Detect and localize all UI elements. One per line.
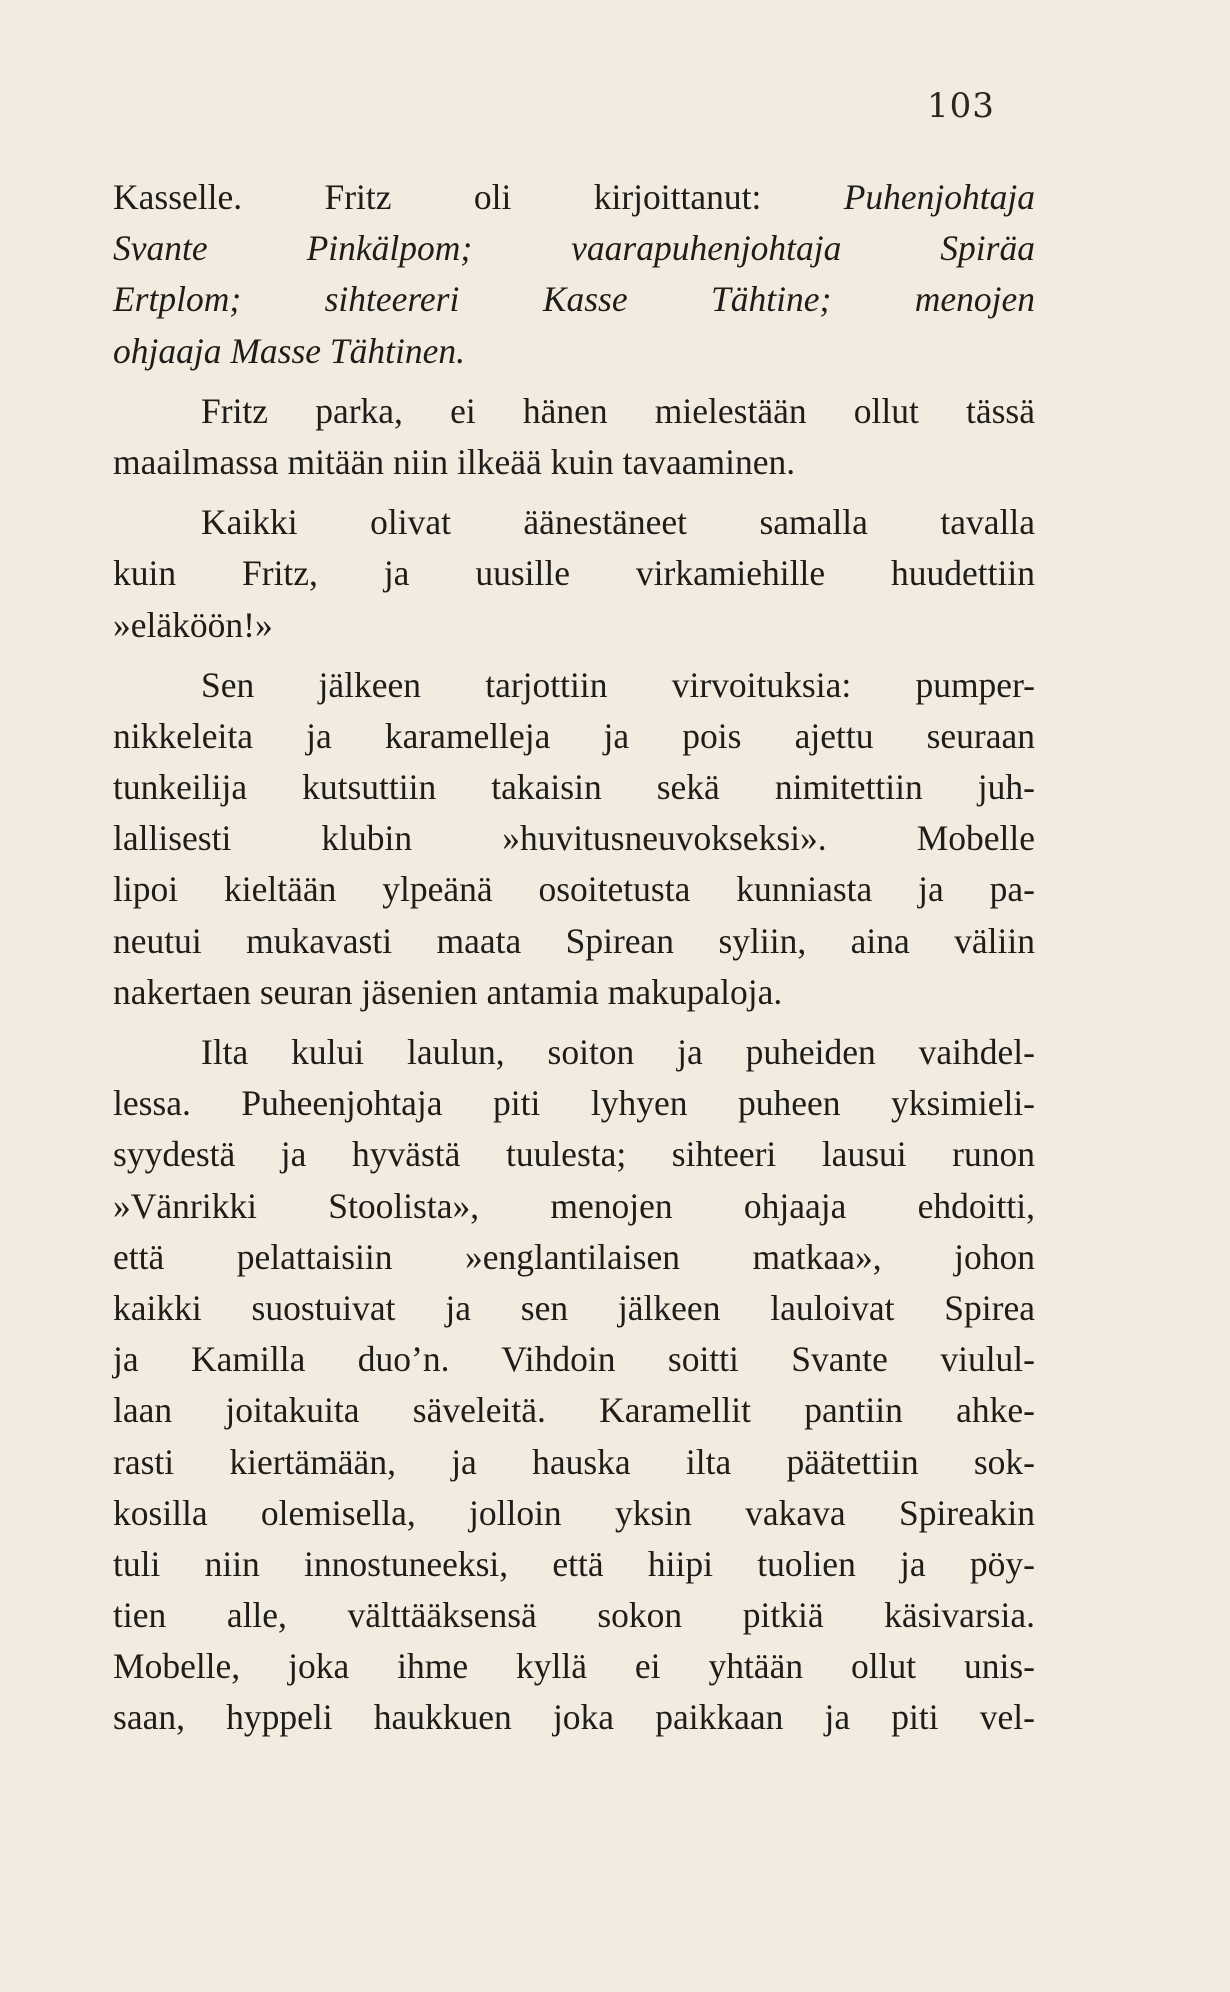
italic-text: Svante Pinkälpom; vaarapuhenjohtaja Spiräa bbox=[113, 228, 1035, 269]
text-line bbox=[113, 1437, 1035, 1488]
text-line bbox=[113, 223, 1035, 274]
text-segment: Sen jälkeen tarjottiin virvoituksia: pumper- bbox=[201, 664, 1035, 705]
text-segment: kuin Fritz, ja uusille virkamiehille huudettiin bbox=[113, 553, 1035, 594]
text-segment: lallisesti klubin »huvitusneuvokseksi». Mobelle bbox=[113, 818, 1035, 859]
text-line bbox=[113, 1385, 1035, 1436]
paragraph bbox=[113, 1027, 1035, 1744]
text-line bbox=[113, 660, 1035, 711]
text-line bbox=[113, 1078, 1035, 1129]
text-segment: laan joitakuita säveleitä. Karamellit pantiin ahke- bbox=[113, 1390, 1035, 1431]
text-line bbox=[113, 1232, 1035, 1283]
text-line bbox=[113, 1129, 1035, 1180]
text-segment: Ilta kului laulun, soiton ja puheiden vaihdel- bbox=[201, 1032, 1035, 1072]
text-segment: rasti kiertämään, ja hauska ilta päätettiin sok- bbox=[113, 1441, 1035, 1482]
text-line bbox=[113, 437, 1035, 488]
text-segment: kosilla olemisella, jolloin yksin vakava Spireakin bbox=[113, 1492, 1035, 1533]
text-segment: kaikki suostuivat ja sen jälkeen lauloivat Spirea bbox=[113, 1287, 1035, 1328]
text-line bbox=[113, 916, 1035, 967]
text-line bbox=[113, 1488, 1035, 1539]
text-line bbox=[113, 762, 1035, 813]
text-segment: syydestä ja hyvästä tuulesta; sihteeri lausui runon bbox=[113, 1134, 1035, 1175]
text-segment: Kaikki olivat äänestäneet samalla tavalla bbox=[201, 502, 1035, 543]
italic-text: Puhenjohtaja bbox=[843, 177, 1035, 217]
text-segment: lipoi kieltään ylpeänä osoitetusta kunniasta ja pa- bbox=[113, 869, 1035, 910]
text-line bbox=[113, 711, 1035, 762]
body-text bbox=[113, 172, 1035, 1744]
text-segment: tien alle, välttääksensä sokon pitkiä käsivarsia. bbox=[113, 1595, 1035, 1636]
text-line bbox=[113, 548, 1035, 599]
page-number: 103 bbox=[927, 86, 995, 126]
text-segment: Kasselle. Fritz oli kirjoittanut: bbox=[113, 177, 844, 217]
text-segment: että pelattaisiin »englantilaisen matkaa», johon bbox=[113, 1236, 1035, 1277]
text-line bbox=[113, 1641, 1035, 1692]
text-line bbox=[113, 1334, 1035, 1385]
text-line bbox=[113, 274, 1035, 325]
text-line bbox=[113, 1692, 1035, 1743]
italic-text: ohjaaja Masse Tähtinen. bbox=[113, 330, 466, 371]
text-line bbox=[113, 172, 1035, 223]
text-line bbox=[113, 813, 1035, 864]
text-segment: Fritz parka, ei hänen mielestään ollut tässä bbox=[201, 390, 1035, 431]
text-line bbox=[113, 386, 1035, 437]
text-line bbox=[113, 1539, 1035, 1590]
italic-text: Ertplom; sihteereri Kasse Tähtine; menojen bbox=[113, 279, 1035, 320]
text-line bbox=[113, 600, 1035, 651]
paragraph bbox=[113, 172, 1035, 377]
text-segment: »eläköön!» bbox=[113, 604, 273, 645]
text-segment: tunkeilija kutsuttiin takaisin sekä nimitettiin juh- bbox=[113, 767, 1035, 808]
text-segment: nakertaen seuran jäsenien antamia makupaloja. bbox=[113, 971, 783, 1012]
text-line bbox=[113, 326, 1035, 377]
text-segment: maailmassa mitään niin ilkeää kuin tavaaminen. bbox=[113, 441, 796, 482]
text-segment: Mobelle, joka ihme kyllä ei yhtään ollut unis- bbox=[113, 1646, 1035, 1687]
paragraph bbox=[113, 386, 1035, 488]
text-segment: tuli niin innostuneeksi, että hiipi tuolien ja pöy- bbox=[113, 1543, 1035, 1584]
text-segment: neutui mukavasti maata Spirean syliin, aina väliin bbox=[113, 920, 1035, 961]
text-line bbox=[113, 497, 1035, 548]
text-segment: ja Kamilla duo’n. Vihdoin soitti Svante viulul- bbox=[113, 1339, 1035, 1380]
text-segment: »Vänrikki Stoolista», menojen ohjaaja ehdoitti, bbox=[113, 1185, 1035, 1226]
text-segment: nikkeleita ja karamelleja ja pois ajettu seuraan bbox=[113, 715, 1035, 756]
text-line bbox=[113, 1590, 1035, 1641]
text-line bbox=[113, 864, 1035, 915]
text-segment: lessa. Puheenjohtaja piti lyhyen puheen yksimieli- bbox=[113, 1083, 1035, 1124]
paragraph bbox=[113, 497, 1035, 651]
paragraph bbox=[113, 660, 1035, 1018]
text-line bbox=[113, 1027, 1035, 1078]
text-line bbox=[113, 967, 1035, 1018]
text-line bbox=[113, 1283, 1035, 1334]
text-segment: saan, hyppeli haukkuen joka paikkaan ja piti vel- bbox=[113, 1697, 1035, 1738]
text-line bbox=[113, 1181, 1035, 1232]
